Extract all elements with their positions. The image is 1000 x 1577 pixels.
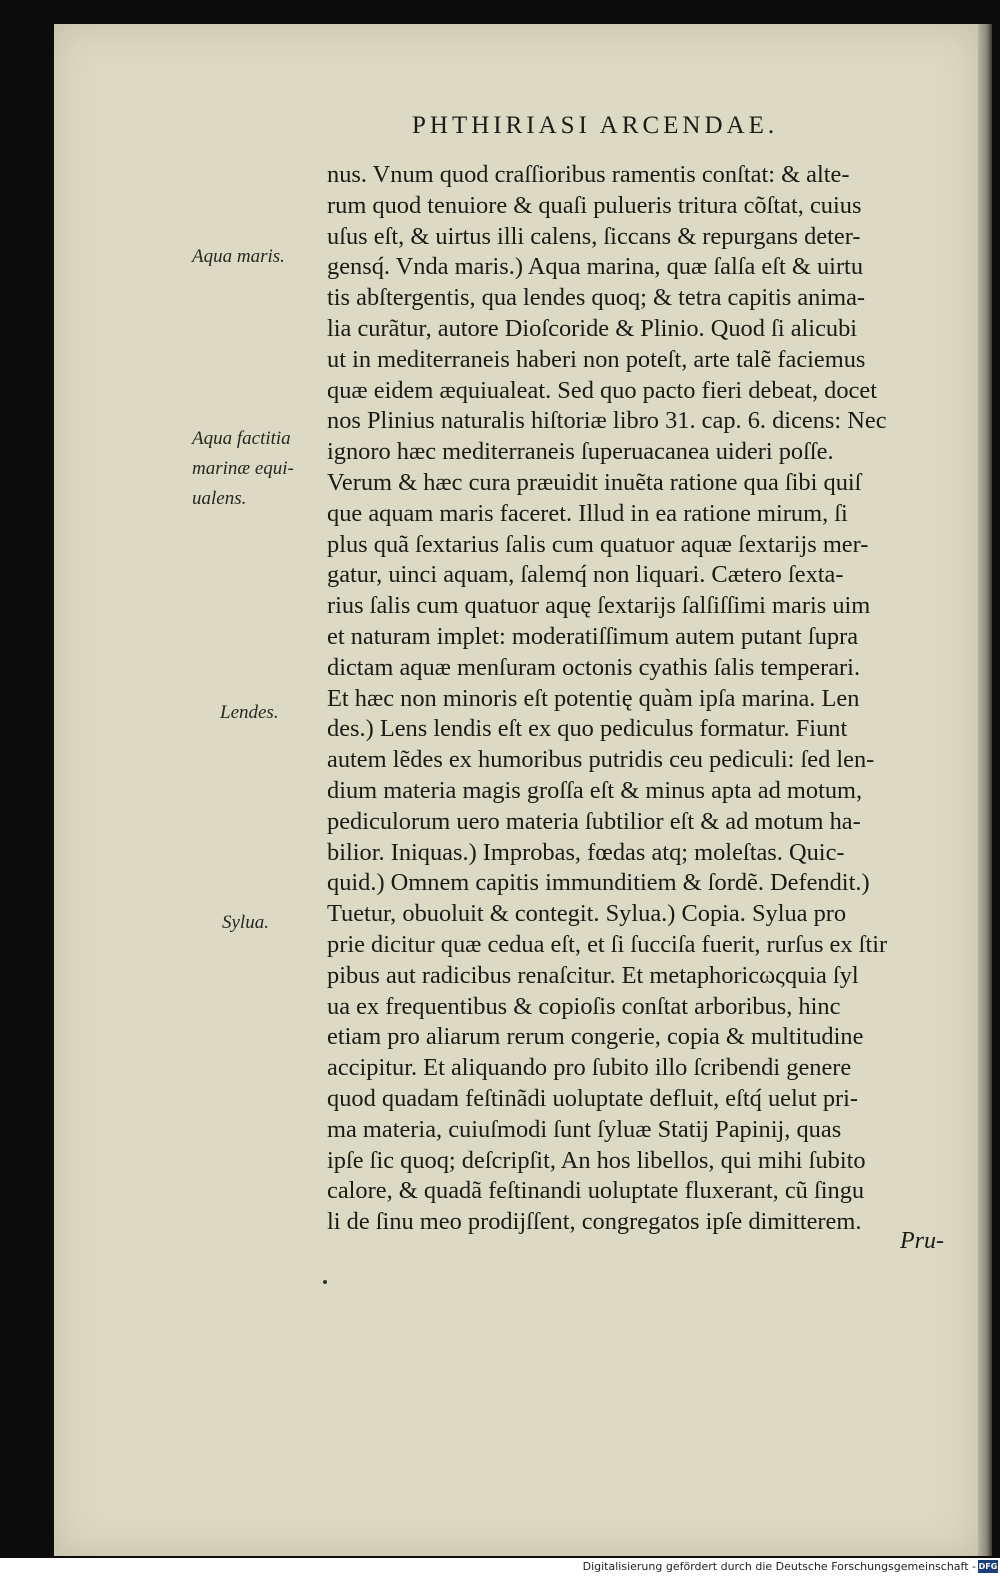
page-edge (978, 24, 992, 1556)
text-line: ipſe ſic quoq; deſcripſit, An hos libellos, qui mihi ſubito (327, 1146, 866, 1174)
text-line: rum quod tenuiore & quaſi pulueris tritura cõſtat, cuius (327, 191, 862, 219)
margin-note-aqua-factitia: Aqua factitia (192, 428, 291, 449)
text-line: Et hæc non minoris eſt potentię quàm ipſa marina. Len (327, 684, 860, 712)
text-line: tis abſtergentis, qua lendes quoq; & tetra capitis anima- (327, 284, 866, 312)
text-line: nus. Vnum quod craſſioribus ramentis conſtat: & alte- (327, 161, 850, 188)
body-text (327, 160, 967, 1238)
text-line: li de ſinu meo prodijſſent, congregatos ipſe dimitterem. (327, 1208, 862, 1236)
text-line: accipitur. Et aliquando pro ſubito illo ſcribendi genere (327, 1054, 852, 1082)
text-line: dium materia magis groſſa eſt & minus apta ad motum, (327, 776, 863, 804)
text-line: des.) Lens lendis eſt ex quo pediculus formatur. Fiunt (327, 715, 848, 743)
ink-speck (323, 1280, 327, 1284)
catchword: Pru- (900, 1228, 944, 1254)
running-header: PHTHIRIASI ARCENDAE. (412, 112, 779, 139)
text-line: bilior. Iniquas.) Improbas, fœdas atq; moleſtas. Quic- (327, 838, 845, 866)
text-line: ut in mediterraneis haberi non poteſt, arte talẽ faciemus (327, 345, 866, 373)
margin-note-aqua-maris: Aqua maris. (192, 246, 285, 267)
text-line: pibus aut radicibus renaſcitur. Et metaphoricωςquia ſyl (327, 961, 859, 989)
text-line: quid.) Omnem capitis immunditiem & ſordẽ. Defendit.) (327, 869, 870, 897)
text-line: que aquam maris faceret. Illud in ea ratione mirum, ſi (327, 499, 848, 527)
text-line: rius ſalis cum quatuor aquę ſextarijs ſalſiſſimi maris uim (327, 592, 871, 620)
text-line: etiam pro aliarum rerum congerie, copia & multitudine (327, 1023, 864, 1051)
text-line: dictam aquæ menſuram octonis cyathis ſalis temperari. (327, 653, 861, 681)
dfg-logo-icon: DFG (978, 1562, 998, 1571)
text-line: uſus eſt, & uirtus illi calens, ſiccans & repurgans deter- (327, 222, 861, 250)
text-line: ignoro hæc mediterraneis ſuperuacanea uideri poſſe. (327, 438, 834, 466)
footer-credit: Digitalisierung gefördert durch die Deutsche Forschungsgemeinschaft - (582, 1560, 976, 1573)
text-line: autem lẽdes ex humoribus putridis ceu pediculi: ſed len- (327, 746, 875, 774)
margin-note-sylua: Sylua. (222, 912, 269, 933)
text-line: prie dicitur quæ cedua eſt, et ſi ſucciſa fuerit, rurſus ex ſtir (327, 930, 888, 958)
text-line: ma materia, cuiuſmodi ſunt ſyluæ Statij Papinij, quas (327, 1115, 842, 1143)
margin-note-marinae: marinæ equi- (192, 458, 294, 479)
text-line: et naturam implet: moderatiſſimum autem putant ſupra (327, 622, 859, 650)
text-line: gensq́. Vnda maris.) Aqua marina, quæ ſalſa eſt & uirtu (327, 253, 864, 281)
text-line: lia curãtur, autore Dioſcoride & Plinio. Quod ſi alicubi (327, 314, 858, 342)
text-line: ua ex frequentibus & copioſis conſtat arboribus, hinc (327, 992, 841, 1020)
margin-note-ualens: ualens. (192, 488, 247, 509)
margin-note-lendes: Lendes. (220, 702, 279, 723)
text-line: gatur, uinci aquam, ſalemq́ non liquari. Cætero ſexta- (327, 561, 844, 589)
text-line: Verum & hæc cura præuidit inuẽta ratione qua ſibi quiſ (327, 468, 862, 496)
text-line: calore, & quadã feſtinandi uoluptate fluxerant, cũ ſingu (327, 1177, 865, 1205)
text-line: quod quadam feſtinãdi uoluptate defluit, eſtq́ uelut pri- (327, 1084, 859, 1112)
text-line: quæ eidem æquiualeat. Sed quo pacto fieri debeat, docet (327, 376, 877, 404)
text-line: Tuetur, obuoluit & contegit. Sylua.) Copia. Sylua pro (327, 900, 847, 928)
text-line: plus quã ſextarius ſalis cum quatuor aquæ ſextarijs mer- (327, 530, 869, 558)
text-line: pediculorum uero materia ſubtilior eſt & ad motum ha- (327, 807, 861, 835)
text-line: nos Plinius naturalis hiſtoriæ libro 31. cap. 6. dicens: Nec (327, 407, 887, 435)
